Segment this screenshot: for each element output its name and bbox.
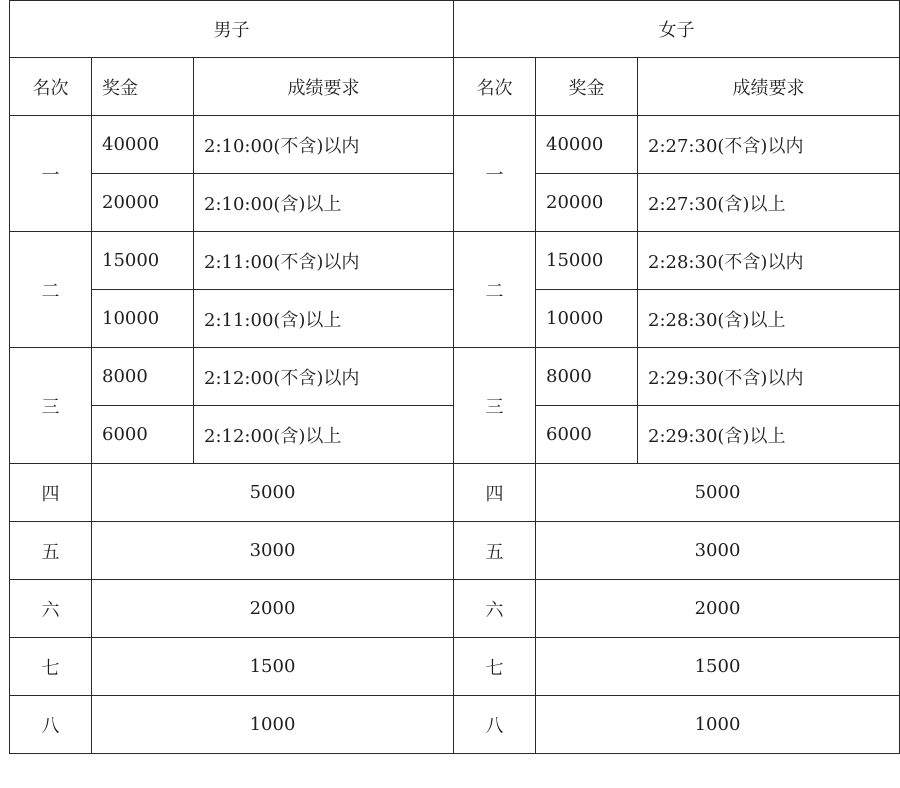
men-prize-cell: 1000 [92, 696, 454, 754]
men-rank-cell: 六 [10, 580, 92, 638]
women-prize-cell: 10000 [536, 290, 638, 348]
men-requirement-cell: 2:10:00(含)以上 [194, 174, 454, 232]
men-rank-cell: 七 [10, 638, 92, 696]
men-requirement-cell: 2:12:00(含)以上 [194, 406, 454, 464]
women-rank-cell: 六 [454, 580, 536, 638]
women-prize-cell: 15000 [536, 232, 638, 290]
women-prize-cell: 40000 [536, 116, 638, 174]
men-prize-cell: 40000 [92, 116, 194, 174]
men-requirement-cell: 2:11:00(含)以上 [194, 290, 454, 348]
women-rank-cell: 五 [454, 522, 536, 580]
women-requirement-cell: 2:29:30(含)以上 [638, 406, 900, 464]
men-requirement-header: 成绩要求 [194, 58, 454, 116]
women-prize-cell: 3000 [536, 522, 900, 580]
women-prize-cell: 8000 [536, 348, 638, 406]
men-prize-cell: 6000 [92, 406, 194, 464]
women-prize-cell: 5000 [536, 464, 900, 522]
gender-header-row [10, 1, 900, 58]
men-rank-cell: 一 [10, 116, 92, 232]
women-rank-cell: 四 [454, 464, 536, 522]
men-prize-cell: 15000 [92, 232, 194, 290]
women-header: 女子 [454, 1, 900, 58]
men-prize-cell: 5000 [92, 464, 454, 522]
table-row [10, 522, 900, 580]
men-rank-header: 名次 [10, 58, 92, 116]
table-row [10, 232, 900, 290]
prize-table [9, 0, 900, 754]
women-requirement-header: 成绩要求 [638, 58, 900, 116]
table-row [10, 116, 900, 174]
women-rank-cell: 二 [454, 232, 536, 348]
men-rank-cell: 五 [10, 522, 92, 580]
men-prize-cell: 1500 [92, 638, 454, 696]
women-rank-header: 名次 [454, 58, 536, 116]
men-prize-cell: 10000 [92, 290, 194, 348]
women-rank-cell: 三 [454, 348, 536, 464]
men-rank-cell: 三 [10, 348, 92, 464]
women-requirement-cell: 2:29:30(不含)以内 [638, 348, 900, 406]
women-requirement-cell: 2:28:30(含)以上 [638, 290, 900, 348]
table-row [10, 696, 900, 754]
women-rank-cell: 七 [454, 638, 536, 696]
men-rank-cell: 八 [10, 696, 92, 754]
men-header: 男子 [10, 1, 454, 58]
table-row [10, 580, 900, 638]
men-requirement-cell: 2:10:00(不含)以内 [194, 116, 454, 174]
men-rank-cell: 四 [10, 464, 92, 522]
women-prize-cell: 2000 [536, 580, 900, 638]
men-prize-cell: 8000 [92, 348, 194, 406]
women-prize-cell: 1000 [536, 696, 900, 754]
men-prize-cell: 20000 [92, 174, 194, 232]
men-prize-cell: 3000 [92, 522, 454, 580]
table-row [10, 348, 900, 406]
column-header-row [10, 58, 900, 116]
men-prize-cell: 2000 [92, 580, 454, 638]
women-prize-cell: 6000 [536, 406, 638, 464]
women-rank-cell: 八 [454, 696, 536, 754]
women-prize-cell: 20000 [536, 174, 638, 232]
men-requirement-cell: 2:11:00(不含)以内 [194, 232, 454, 290]
women-requirement-cell: 2:28:30(不含)以内 [638, 232, 900, 290]
women-requirement-cell: 2:27:30(含)以上 [638, 174, 900, 232]
men-requirement-cell: 2:12:00(不含)以内 [194, 348, 454, 406]
women-requirement-cell: 2:27:30(不含)以内 [638, 116, 900, 174]
men-rank-cell: 二 [10, 232, 92, 348]
table-row [10, 464, 900, 522]
women-prize-header: 奖金 [536, 58, 638, 116]
women-prize-cell: 1500 [536, 638, 900, 696]
men-prize-header: 奖金 [92, 58, 194, 116]
women-rank-cell: 一 [454, 116, 536, 232]
table-row [10, 638, 900, 696]
